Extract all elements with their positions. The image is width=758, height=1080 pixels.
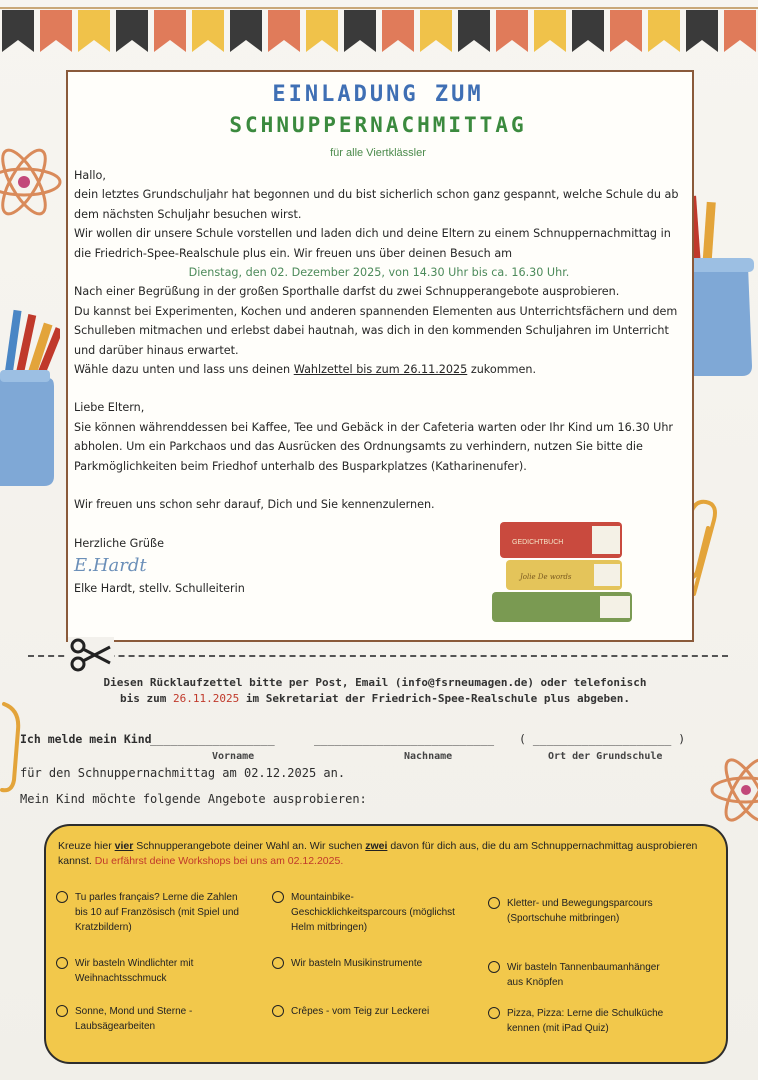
workshop-option[interactable] [272,1004,462,1019]
pennant-flag [344,10,376,52]
book-middle-label: Jolie De words [520,573,572,581]
radio-button[interactable] [272,891,284,903]
text: davon für dich aus, die du am Schnuppernachmittag ausprobieren kannst. [58,840,698,867]
pencil-jar-icon [0,300,60,490]
caption-school: Ort der Grundschule [548,751,663,762]
pennant-flag [268,10,300,52]
enroll-label: Ich melde mein Kind [20,732,152,746]
pennant-flag [192,10,224,52]
pennant-flag [78,10,110,52]
atom-icon [0,138,74,226]
radio-button[interactable] [56,957,68,969]
return-slip-note [70,675,680,707]
option-label: Mountainbike-Geschicklichkeitsparcours (möglichst Helm mitbringen) [291,892,455,933]
radio-button[interactable] [488,1007,500,1019]
return-line-1: Diesen Rücklaufzettel bitte per Post, Email (info@fsrneumagen.de) oder telefonisch [103,676,647,689]
text: Wähle dazu unten und lass uns deinen [74,363,294,377]
radio-button[interactable] [56,891,68,903]
first-name-field[interactable]: __________________ [150,732,275,746]
pennant-flag [534,10,566,52]
workshop-date-note: Du erfährst deine Workshops bei uns am 02.12.2025. [94,855,344,867]
paperclip-icon [0,700,24,796]
last-name-field[interactable]: __________________________ [314,732,495,746]
closing: Herzliche Grüße [74,536,164,550]
workshop-instructions [58,839,708,869]
pennant-flag [2,10,34,52]
workshop-option[interactable] [272,890,462,935]
text: bis zum [120,692,173,705]
paragraph: Sie können währenddessen bei Kaffee, Tee und Gebäck in der Cafeteria warten oder Ihr Kind um 16.30 Uhr abholen. Um ein Parkchaos und das Ausrücken des Ordnungsamts zu verhindern, nutzen Sie bitte die Parkmöglichkeiten beim Friedhof unterhalb des Busparkplatzes (Katharinenufer). [74,420,674,473]
radio-button[interactable] [272,957,284,969]
emphasis: zwei [365,840,388,852]
radio-button[interactable] [488,897,500,909]
school-location-field[interactable]: ( ____________________ ) [519,732,686,746]
option-label: Sonne, Mond und Sterne - Laubsägearbeiten [75,1006,193,1032]
caption-first-name: Vorname [212,751,255,762]
workshop-option[interactable] [488,960,678,990]
emphasis: vier [114,840,134,852]
option-label: Pizza, Pizza: Lerne die Schulküche kennen (mit iPad Quiz) [507,1008,664,1034]
option-label: Wir basteln Musikinstrumente [291,958,423,969]
text: Schnupperangebote deiner Wahl an. Wir suchen [133,840,366,852]
radio-button[interactable] [272,1005,284,1017]
paragraph: Wir wollen dir unsere Schule vorstellen und laden dich und deine Eltern zu einem Schnuppernachmittag in die Friedrich-Spee-Realschule plus ein. Wir freuen uns über deinen Besuch am [74,227,671,260]
workshop-option[interactable] [488,1006,678,1036]
paragraph [74,360,684,379]
title-line-1: EINLADUNG ZUM [272,82,484,107]
event-date: Dienstag, den 02. Dezember 2025, von 14.30 Uhr bis ca. 16.30 Uhr. [188,266,570,280]
pennant-flag [230,10,262,52]
option-label: Tu parles français? Lerne die Zahlen bis 10 auf Französisch (mit Spiel und Kratzbildern) [75,892,239,933]
text: im Sekretariat der Friedrich-Spee-Realschule plus abgeben. [239,692,630,705]
signer: Elke Hardt, stellv. Schulleiterin [74,581,245,595]
pennant-bunting [0,0,758,70]
caption-last-name: Nachname [404,751,453,762]
text: zukommen. [467,363,537,377]
parents-greeting: Liebe Eltern, [74,401,145,415]
workshop-option[interactable] [488,896,678,926]
paragraph: Wir freuen uns schon sehr darauf, Dich und Sie kennenzulernen. [74,498,435,512]
workshop-option[interactable] [56,890,246,935]
pennant-flag [686,10,718,52]
pennant-flag [496,10,528,52]
return-line-2 [70,691,680,707]
pennant-flag [40,10,72,52]
radio-button[interactable] [56,1005,68,1017]
pennant-flag [116,10,148,52]
pennant-flag [154,10,186,52]
offers-line: Mein Kind möchte folgende Angebote ausprobieren: [20,792,367,806]
greeting: Hallo, [74,169,106,182]
subtitle: für alle Viertklässler [330,147,426,159]
pennant-flag [458,10,490,52]
pennant-flag [306,10,338,52]
workshop-option[interactable] [56,1004,246,1034]
pennant-flag [648,10,680,52]
pennant-flag [420,10,452,52]
workshop-option[interactable] [272,956,462,971]
text: Kreuze hier [58,840,115,852]
pennant-flag [610,10,642,52]
title-line-2: SCHNUPPERNACHMITTAG [229,113,527,137]
cut-line [28,655,728,657]
atom-icon [706,748,758,832]
deadline: Wahlzettel bis zum 26.11.2025 [293,363,468,377]
event-line: für den Schnuppernachmittag am 02.12.2025 an. [20,766,346,780]
workshop-option[interactable] [56,956,246,986]
pennant-flag [724,10,756,52]
pennant-flag [572,10,604,52]
return-deadline: 26.11.2025 [173,692,240,705]
radio-button[interactable] [488,961,500,973]
scissors-icon [68,637,114,673]
option-label: Wir basteln Windlichter mit Weihnachtsschmuck [75,958,194,984]
option-label: Wir basteln Tannenbaumanhänger aus Knöpfen [507,962,660,988]
pennant-flag [382,10,414,52]
paragraph: Nach einer Begrüßung in der großen Sporthalle darfst du zwei Schnupperangebote ausprobieren. [74,285,620,299]
paragraph: Du kannst bei Experimenten, Kochen und anderen spannenden Elementen aus Unterrichtsfächern und dem Schulleben mitmachen und erlebst dabei hautnah, was dich in den kommenden Schuljahren im Unterricht und darüber hinaus erwartet. [74,304,678,357]
signature: E.Hardt [74,554,147,576]
paragraph: dein letztes Grundschuljahr hat begonnen und du bist sicherlich schon ganz gespannt, welche Schule du ab dem nächsten Schuljahr besuchen wirst. [74,188,679,221]
option-label: Kletter- und Bewegungsparcours (Sportschuhe mitbringen) [507,898,653,924]
book-top-label: GEDICHTBUCH [512,539,564,546]
book-stack-icon [488,516,638,628]
option-label: Crêpes - vom Teig zur Leckerei [291,1006,430,1017]
